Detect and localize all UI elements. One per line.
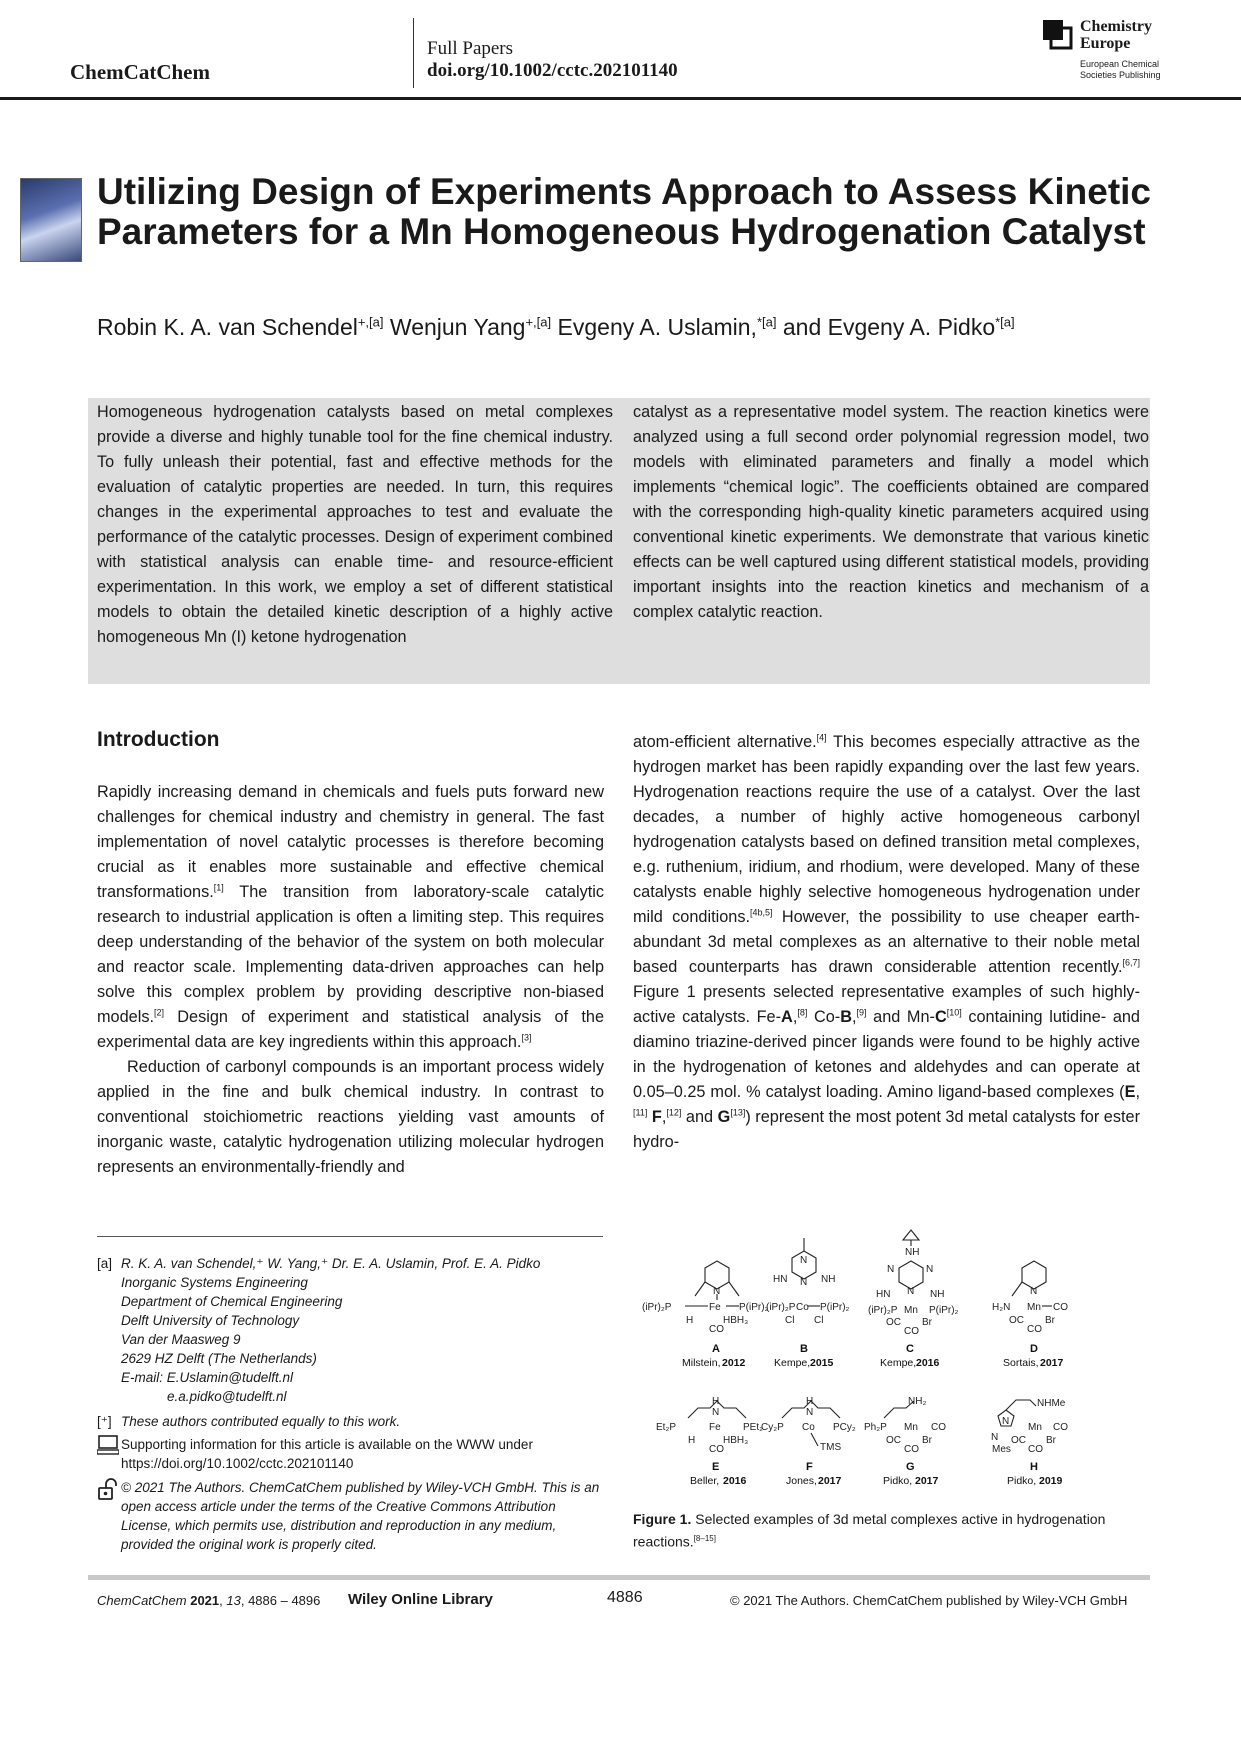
- complex-e-structure: [656, 1396, 763, 1455]
- caption-label: Figure 1.: [633, 1511, 692, 1527]
- atom: Cl: [785, 1315, 795, 1326]
- complex-author: Kempe,: [880, 1357, 917, 1369]
- author-name: Evgeny A. Pidko: [827, 314, 996, 340]
- text-run: ,: [1135, 1083, 1140, 1101]
- text-run: The transition from laboratory-scale catalytic research to industrial application is often a limiting step. This requires deep understanding of the behavior of the system on both molecular and reactor scale. Implementing data-driven approaches can help solve this complex problem by providing descriptive non-biased models.: [97, 883, 604, 1026]
- citation-ref[interactable]: [6,7]: [1122, 957, 1140, 968]
- atom: OC: [1011, 1435, 1026, 1446]
- atom: HBH₃: [723, 1315, 749, 1326]
- citation-ref[interactable]: [10]: [946, 1007, 962, 1018]
- journal-name: ChemCatChem: [70, 60, 210, 84]
- text-run: ,: [661, 1108, 667, 1126]
- citation-ref[interactable]: [2]: [154, 1007, 165, 1018]
- atom: NH₂: [908, 1396, 927, 1407]
- atom: Mn: [1027, 1302, 1041, 1313]
- atom: HBH₃: [723, 1435, 749, 1446]
- atom: HN: [876, 1289, 891, 1300]
- atom: N: [991, 1432, 999, 1443]
- author-affiliation-mark: +,[a]: [525, 314, 552, 330]
- complex-a-structure: [642, 1261, 769, 1335]
- footer-year: 2021: [190, 1593, 220, 1608]
- footer-rule: [88, 1575, 1150, 1580]
- atom: Ph₂P: [864, 1422, 887, 1433]
- complex-author: Pidko,: [883, 1475, 913, 1487]
- complex-label: B: [800, 1343, 808, 1355]
- atom: Fe: [709, 1302, 721, 1313]
- section-label: Full Papers: [427, 38, 514, 59]
- complex-year: 2017: [1040, 1357, 1064, 1369]
- affiliation-line: Department of Chemical Engineering: [121, 1294, 343, 1309]
- journal-cover-thumbnail[interactable]: [20, 178, 82, 262]
- footer-citation: ChemCatChem 2021, 13, 4886 – 4896: [97, 1593, 321, 1608]
- citation-ref[interactable]: [4]: [816, 732, 827, 743]
- figure-1-caption: [633, 1510, 1140, 1552]
- complex-year: 2015: [810, 1357, 834, 1369]
- complex-b-structure: [766, 1238, 850, 1326]
- atom: P(iPr)₂: [739, 1302, 769, 1313]
- author-name: Wenjun Yang: [389, 314, 526, 340]
- atom: N: [887, 1264, 895, 1275]
- atom: Mn: [1028, 1422, 1042, 1433]
- complex-label: F: [806, 1461, 813, 1473]
- atom: NHMe: [1037, 1398, 1066, 1409]
- complex-label: D: [1030, 1343, 1038, 1355]
- complex-year: 2016: [723, 1475, 747, 1487]
- text-run: ) represent the most potent 3d metal catalysts for ester hydro-: [633, 1108, 1140, 1151]
- text-run: containing lutidine- and diamino triazine-derived pincer ligands were found to be highly active in the hydrogenation of ketones and aldehydes and can operate at 0.05–0.25 mol. % catalyst loading. Amino ligand-based complexes (: [633, 1008, 1140, 1101]
- body-right-column: [633, 730, 1140, 1155]
- open-access-lock-icon: [97, 1478, 119, 1500]
- equal-contribution-text: These authors contributed equally to this work.: [121, 1414, 401, 1429]
- atom: OC: [886, 1435, 901, 1446]
- complex-d-structure: [992, 1261, 1068, 1335]
- intro-paragraph-1: [97, 780, 604, 1055]
- atom: NH: [905, 1247, 920, 1258]
- intro-paragraph-2: Reduction of carbonyl compounds is an important process widely applied in the fine and bulk chemical industry. In contrast to conventional stoichiometric reactions yielding vast amounts of inorganic waste, catalytic hydrogenation utilizing molecular hydrogen represents an environmentally-friendly and: [97, 1058, 604, 1176]
- doi-link[interactable]: doi.org/10.1002/cctc.202101140: [427, 60, 678, 81]
- complex-author: Pidko,: [1007, 1475, 1037, 1487]
- license-text: © 2021 The Authors. ChemCatChem published by Wiley-VCH GmbH. This is an open access article under the terms of the Creative Commons Attribution License, which permits use, distribution and reproduction in any medium, provided the original work is properly cited.: [121, 1480, 600, 1552]
- atom: CO: [709, 1324, 724, 1335]
- affiliation-line: R. K. A. van Schendel,⁺ W. Yang,⁺ Dr. E. A. Uslamin, Prof. E. A. Pidko: [121, 1256, 541, 1271]
- caption-text: Selected examples of 3d metal complexes active in hydrogenation reactions.: [633, 1511, 1106, 1550]
- citation-ref[interactable]: [12]: [666, 1107, 682, 1118]
- atom: (iPr)₂P: [766, 1302, 796, 1313]
- footer-volume: 13: [226, 1593, 241, 1608]
- complex-label: E: [712, 1461, 720, 1473]
- author-name: Evgeny A. Uslamin,: [557, 314, 757, 340]
- figure-1-complexes: [640, 1228, 1140, 1498]
- atom: N: [800, 1255, 808, 1266]
- complex-label: H: [1030, 1461, 1038, 1473]
- citation-ref[interactable]: [3]: [521, 1032, 532, 1043]
- atom: Fe: [709, 1422, 721, 1433]
- license-footnote: [97, 1478, 603, 1554]
- header-divider: [413, 18, 414, 88]
- atom: N: [713, 1286, 721, 1297]
- citation-ref[interactable]: [11]: [633, 1107, 648, 1118]
- atom: Et₂P: [656, 1422, 676, 1433]
- complex-author: Kempe,: [774, 1357, 811, 1369]
- affiliation-footnote: [97, 1254, 540, 1406]
- text-run: and: [681, 1108, 718, 1126]
- complex-author: Beller,: [690, 1475, 720, 1487]
- complex-year: 2016: [916, 1357, 940, 1369]
- atom: N: [907, 1286, 915, 1297]
- publisher-title-line2: Europe: [1080, 35, 1131, 52]
- text-run: Rapidly increasing demand in chemicals and fuels puts forward new challenges for chemical industry and chemistry in general. The fast implementation of novel catalytic processes is therefore becoming crucial as it enables more sustainable and effective chemical transformations.: [97, 783, 604, 901]
- atom: CO: [904, 1444, 919, 1455]
- supporting-info-text[interactable]: Supporting information for this article is available on the WWW under https://doi.org/10.1002/cctc.202101140: [121, 1437, 533, 1471]
- atom: CO: [1053, 1422, 1068, 1433]
- footer-copyright: © 2021 The Authors. ChemCatChem published by Wiley-VCH GmbH: [730, 1593, 1128, 1608]
- atom: H: [686, 1315, 694, 1326]
- text-run: and Mn-: [866, 1008, 935, 1026]
- citation-ref[interactable]: [1]: [213, 882, 224, 893]
- citation-ref[interactable]: [4b,5]: [750, 907, 773, 918]
- compound-label: G: [717, 1108, 731, 1126]
- atom: OC: [1009, 1315, 1024, 1326]
- atom: CO: [709, 1444, 724, 1455]
- affiliation-mark: [a]: [97, 1256, 113, 1271]
- text-run: atom-efficient alternative.: [633, 733, 817, 751]
- author-affiliation-mark: *[a]: [756, 314, 777, 330]
- atom: N: [1002, 1416, 1010, 1427]
- atom: (iPr)₂P: [642, 1302, 672, 1313]
- complex-c-structure: [868, 1230, 959, 1337]
- author-affiliation-mark: *[a]: [995, 314, 1015, 330]
- introduction-heading: Introduction: [97, 728, 220, 751]
- wiley-online-library-link[interactable]: Wiley Online Library: [348, 1591, 493, 1608]
- equal-contribution-footnote: [97, 1412, 603, 1431]
- atom: H: [688, 1435, 696, 1446]
- email-pidko[interactable]: e.a.pidko@tudelft.nl: [167, 1389, 287, 1404]
- atom: Br: [922, 1317, 932, 1328]
- complex-year: 2019: [1039, 1475, 1063, 1487]
- atom: CO: [1027, 1324, 1042, 1335]
- atom: OC: [886, 1317, 901, 1328]
- atom: P(iPr)₂: [929, 1305, 959, 1316]
- footer-journal: ChemCatChem: [97, 1593, 187, 1608]
- article-title: Utilizing Design of Experiments Approach to Assess Kinetic Parameters for a Mn Homogeneous Hydrogenation Catalyst: [97, 171, 1152, 252]
- atom: Mes: [992, 1444, 1011, 1455]
- complex-label: C: [906, 1343, 914, 1355]
- author-name: Robin K. A. van Schendel: [97, 314, 358, 340]
- supporting-info-footnote: [97, 1435, 603, 1473]
- body-left-column: [97, 780, 604, 1180]
- affiliation-line: Inorganic Systems Engineering: [121, 1275, 308, 1290]
- atom: P(iPr)₂: [820, 1302, 850, 1313]
- atom: N: [800, 1277, 808, 1288]
- footnote-rule: [97, 1236, 603, 1237]
- compound-label: A: [781, 1008, 793, 1026]
- atom: Co: [796, 1302, 809, 1313]
- page-number: 4886: [607, 1589, 643, 1606]
- caption-references[interactable]: [8–15]: [693, 1534, 716, 1543]
- complex-author: Sortais,: [1003, 1357, 1039, 1369]
- atom: PEt₂: [743, 1422, 763, 1433]
- atom: Br: [922, 1435, 932, 1446]
- text-run: However, the possibility to use cheaper earth-abundant 3d metal complexes as an alternative to their noble metal based counterparts has drawn considerable attention recently.: [633, 908, 1140, 976]
- equal-contribution-mark: [⁺]: [97, 1414, 112, 1429]
- citation-ref[interactable]: [9]: [856, 1007, 867, 1018]
- author-affiliation-mark: +,[a]: [357, 314, 384, 330]
- atom: TMS: [820, 1442, 842, 1453]
- complex-g-structure: [864, 1396, 946, 1455]
- citation-ref[interactable]: [8]: [797, 1007, 808, 1018]
- publisher-subtitle-line2: Societies Publishing: [1080, 70, 1161, 80]
- publisher-title-line1: Chemistry: [1080, 18, 1152, 35]
- atom: HN: [773, 1274, 788, 1285]
- text-run: ,: [851, 1008, 857, 1026]
- chemistry-europe-logo-icon: [1043, 20, 1073, 50]
- atom: Mn: [904, 1422, 918, 1433]
- atom: Br: [1046, 1435, 1056, 1446]
- citation-ref[interactable]: [13]: [730, 1107, 746, 1118]
- compound-label: E: [1124, 1083, 1136, 1101]
- compound-label: B: [840, 1008, 852, 1026]
- atom: N: [806, 1407, 814, 1418]
- footer-pages: , 4886 – 4896: [240, 1593, 321, 1608]
- atom: H₂N: [992, 1302, 1011, 1313]
- text-run: Figure 1 presents selected representative examples of such highly-active catalysts. Fe-: [633, 983, 1140, 1026]
- text-run: This becomes especially attractive as the hydrogen market has been rapidly expanding over the last few years. Hydrogenation reactions require the use of a catalyst. Over the last decades, a number of highly active homogeneous carbonyl hydrogenation catalysts based on defined transition metal complexes, e.g. ruthenium, iridium, and rhodium, were developed. Many of these catalysts enable highly selective homogeneous hydrogenation under mild conditions.: [633, 733, 1140, 926]
- author-separator: and: [776, 314, 828, 340]
- intro-paragraph-3: [633, 730, 1140, 1155]
- atom: Br: [1045, 1315, 1055, 1326]
- atom: NH: [821, 1274, 836, 1285]
- atom: Cy₂P: [761, 1422, 784, 1433]
- atom: NH: [930, 1289, 945, 1300]
- atom: CO: [1053, 1302, 1068, 1313]
- affiliation-line: 2629 HZ Delft (The Netherlands): [121, 1351, 317, 1366]
- affiliation-line: Delft University of Technology: [121, 1313, 300, 1328]
- complex-author: Milstein,: [682, 1357, 721, 1369]
- complex-year: 2012: [722, 1357, 746, 1369]
- complex-author: Jones,: [786, 1475, 817, 1487]
- complex-year: 2017: [915, 1475, 939, 1487]
- atom: CO: [931, 1422, 946, 1433]
- complex-label: A: [712, 1343, 720, 1355]
- atom: H: [712, 1396, 720, 1407]
- atom: N: [1030, 1286, 1038, 1297]
- text-run: Co-: [807, 1008, 841, 1026]
- atom: (iPr)₂P: [868, 1305, 898, 1316]
- atom: Mn: [904, 1305, 918, 1316]
- abstract-right-column: catalyst as a representative model system. The reaction kinetics were analyzed using a full second order polynomial regression model, two models with eliminated parameters and finally a model which implements “chemical logic”. The coefficients obtained are compared with the corresponding high-quality kinetic parameters acquired using conventional kinetic experiments. We demonstrate that various kinetic effects can be well captured using different statistical models, providing important insights into the reaction kinetics and mechanism of a complex catalytic reaction.: [633, 403, 1149, 621]
- author-list: [97, 314, 1157, 341]
- atom: PCy₂: [833, 1422, 856, 1433]
- text-run: ,: [792, 1008, 798, 1026]
- complex-h-structure: [991, 1398, 1068, 1455]
- compound-label: C: [934, 1008, 947, 1026]
- atom: Co: [802, 1422, 815, 1433]
- header-rule: [0, 97, 1241, 100]
- atom: N: [926, 1264, 934, 1275]
- atom: H: [806, 1396, 814, 1407]
- computer-icon: [97, 1435, 119, 1455]
- complex-label: G: [906, 1461, 915, 1473]
- compound-label: F: [651, 1108, 662, 1126]
- affiliation-line: Van der Maasweg 9: [121, 1332, 241, 1347]
- text-run: Design of experiment and statistical analysis of the experimental data are key ingredients within this approach.: [97, 1008, 604, 1051]
- abstract-left-column: Homogeneous hydrogenation catalysts based on metal complexes provide a diverse and highly tunable tool for the fine chemical industry. To fully unleash their potential, fast and effective methods for the evaluation of catalytic properties are needed. In turn, this requires changes in the experimental approaches to test and evaluate the performance of the catalytic processes. Design of experiment combined with statistical analysis can enable time- and resource-efficient experimentation. In this work, we employ a set of different statistical models to obtain the detailed kinetic description of a highly active homogeneous Mn (I) ketone hydrogenation: [97, 403, 613, 646]
- publisher-subtitle-line1: European Chemical: [1080, 59, 1160, 69]
- atom: CO: [1028, 1444, 1043, 1455]
- atom: N: [712, 1407, 720, 1418]
- email-uslamin[interactable]: E-mail: E.Uslamin@tudelft.nl: [121, 1370, 294, 1385]
- complex-year: 2017: [818, 1475, 842, 1487]
- atom: CO: [904, 1326, 919, 1337]
- atom: Cl: [814, 1315, 824, 1326]
- complex-f-structure: [761, 1396, 856, 1453]
